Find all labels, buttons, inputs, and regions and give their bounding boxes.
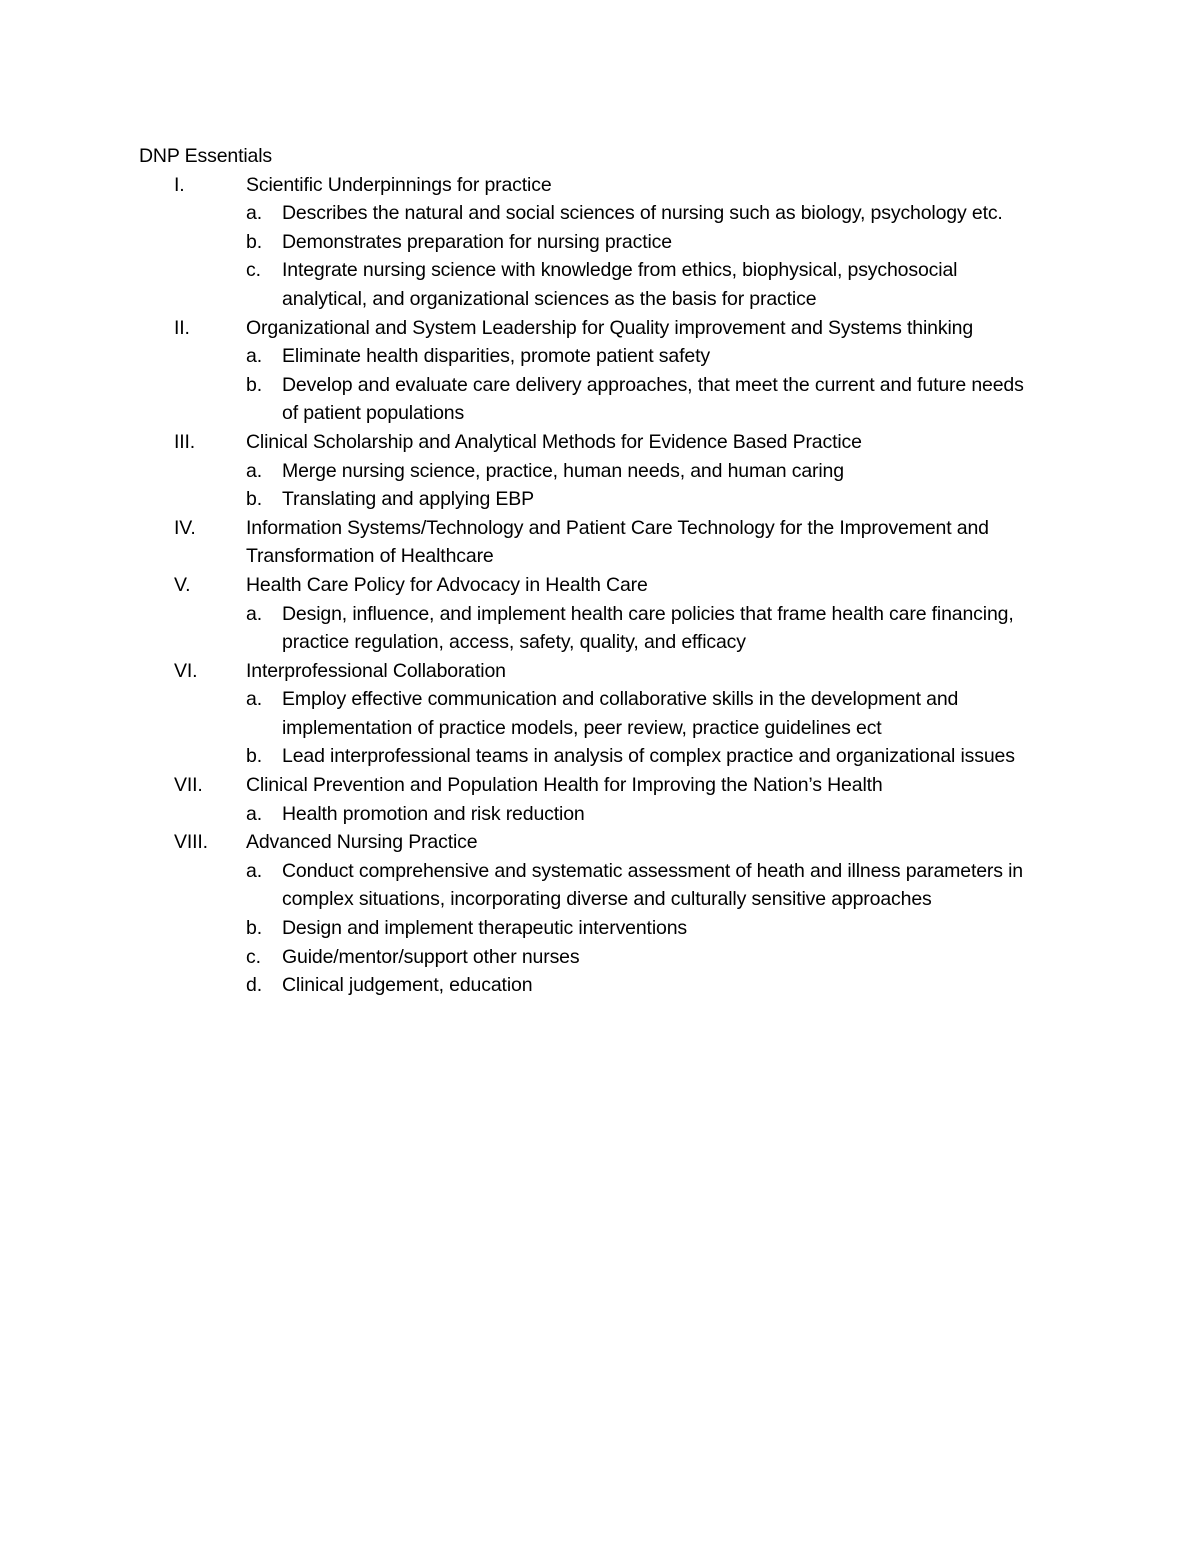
item-letter: a. <box>246 345 262 368</box>
list-item <box>246 256 1079 313</box>
list-item <box>246 943 1079 972</box>
item-text: Eliminate health disparities, promote patient safety <box>282 345 710 368</box>
list-item <box>246 485 1079 514</box>
section-content <box>246 428 1079 514</box>
section-heading: Interprofessional Collaboration <box>246 659 506 682</box>
outline-section <box>139 771 1079 828</box>
section-heading: Organizational and System Leadership for Quality improvement and Systems thinking <box>246 316 974 339</box>
outline-section <box>139 171 1079 314</box>
list-item <box>246 228 1079 257</box>
list-item <box>246 371 1079 428</box>
outline-section <box>139 428 1079 514</box>
section-content <box>246 314 1079 428</box>
item-text: Describes the natural and social sciences of nursing such as biology, psychology etc. <box>282 202 1003 225</box>
section-numeral: VII. <box>174 774 203 797</box>
list-item <box>246 600 1079 657</box>
item-text: Clinical judgement, education <box>282 974 533 997</box>
item-text: Translating and applying EBP <box>282 488 534 511</box>
item-text: Conduct comprehensive and systematic assessment of heath and illness parameters in complex situations, incorporating diverse and culturally sensitive approaches <box>282 859 1024 911</box>
outline-section <box>139 571 1079 657</box>
section-numeral: IV. <box>174 516 196 539</box>
list-item <box>246 800 1079 829</box>
item-letter: b. <box>246 373 262 396</box>
section-content <box>246 657 1079 771</box>
list-item <box>246 914 1079 943</box>
item-text: Demonstrates preparation for nursing practice <box>282 230 672 253</box>
item-letter: a. <box>246 859 262 882</box>
item-letter: a. <box>246 459 262 482</box>
item-letter: a. <box>246 602 262 625</box>
item-letter: b. <box>246 917 262 940</box>
item-text: Employ effective communication and collaborative skills in the development and implementation of practice models, peer review, practice guidelines ect <box>282 688 959 739</box>
item-letter: d. <box>246 974 262 997</box>
item-letter: b. <box>246 745 262 768</box>
outline-section <box>139 514 1079 571</box>
item-text: Develop and evaluate care delivery approaches, that meet the current and future needs of patient populations <box>282 373 1024 425</box>
list-item <box>246 199 1079 228</box>
item-text: Health promotion and risk reduction <box>282 802 585 825</box>
item-letter: b. <box>246 230 262 253</box>
section-numeral: VI. <box>174 659 198 682</box>
section-numeral: V. <box>174 573 191 596</box>
section-numeral: II. <box>174 316 190 339</box>
outline-section <box>139 657 1079 771</box>
document-title: DNP Essentials <box>139 145 273 167</box>
section-heading: Scientific Underpinnings for practice <box>246 173 552 196</box>
section-content <box>246 514 1079 571</box>
outline-section <box>139 314 1079 428</box>
section-heading: Clinical Prevention and Population Health for Improving the Nation’s Health <box>246 774 883 797</box>
list-item <box>246 457 1079 486</box>
item-text: Integrate nursing science with knowledge from ethics, biophysical, psychosocial analytical, and organizational sciences as the basis for practice <box>282 259 958 310</box>
item-letter: c. <box>246 259 261 282</box>
list-item <box>246 742 1079 771</box>
section-heading: Health Care Policy for Advocacy in Health Care <box>246 573 648 596</box>
document-body <box>139 142 1079 1000</box>
section-content <box>246 571 1079 657</box>
list-item <box>246 971 1079 1000</box>
item-text: Guide/mentor/support other nurses <box>282 945 580 968</box>
list-item <box>246 342 1079 371</box>
section-numeral: III. <box>174 430 196 453</box>
section-heading: Advanced Nursing Practice <box>246 831 478 854</box>
item-letter: a. <box>246 202 262 225</box>
item-text: Lead interprofessional teams in analysis of complex practice and organizational issues <box>282 745 1015 768</box>
item-text: Merge nursing science, practice, human needs, and human caring <box>282 459 844 482</box>
section-content <box>246 171 1079 314</box>
item-letter: a. <box>246 802 262 825</box>
item-letter: b. <box>246 488 262 511</box>
section-heading: Information Systems/Technology and Patient Care Technology for the Improvement and Transformation of Healthcare <box>246 516 989 568</box>
list-item <box>246 857 1079 914</box>
section-numeral: I. <box>174 173 185 196</box>
section-content <box>246 828 1079 1000</box>
section-heading: Clinical Scholarship and Analytical Methods for Evidence Based Practice <box>246 430 862 453</box>
item-letter: a. <box>246 688 262 711</box>
essentials-outline <box>139 171 1079 1000</box>
outline-section <box>139 828 1079 1000</box>
item-text: Design, influence, and implement health care policies that frame health care financing, practice regulation, access, safety, quality, and efficacy <box>282 602 1014 654</box>
item-text: Design and implement therapeutic interventions <box>282 917 687 940</box>
section-numeral: VIII. <box>174 831 208 854</box>
list-item <box>246 685 1079 742</box>
item-letter: c. <box>246 945 261 968</box>
section-content <box>246 771 1079 828</box>
